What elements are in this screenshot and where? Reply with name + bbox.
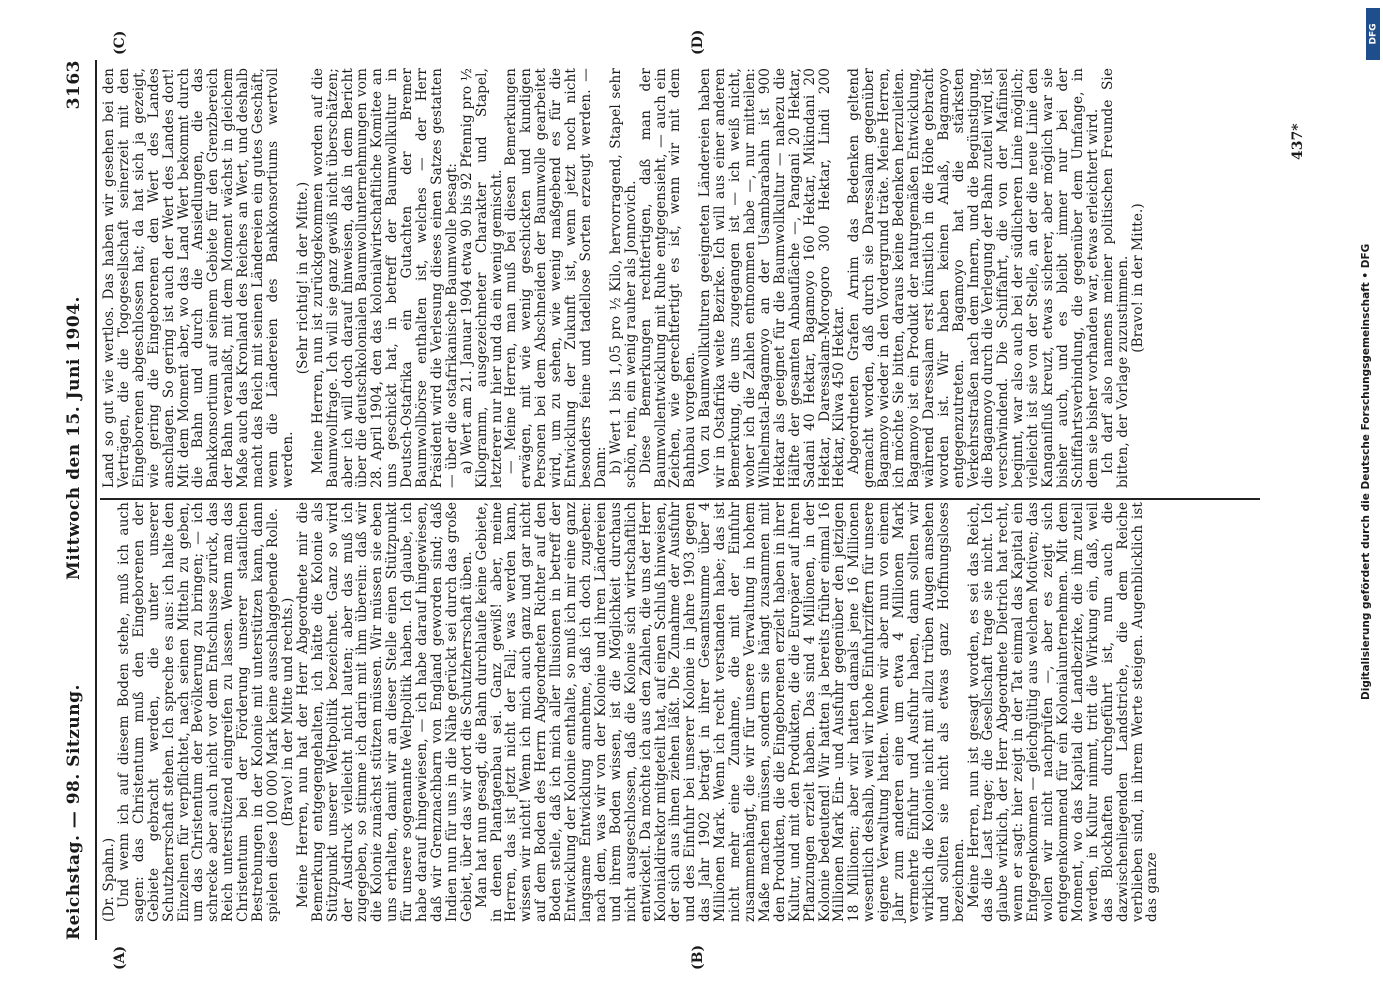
page-number: 3163 — [64, 60, 84, 110]
margin-mark-a: (A) — [112, 945, 128, 970]
column-divider — [100, 498, 1260, 500]
paragraph: Diese Bemerkungen rechtfertigen, daß man der Baumwollentwicklung mit Ruhe entgegensieht, — auch ein Zeichen, wie gerechtfertigt es ist, wenn wir mit dem Bahnbau vorgehen. — [637, 68, 699, 488]
dfg-logo: DFG — [1366, 8, 1380, 60]
paragraph: (Sehr richtig! in der Mitte.) — [294, 181, 311, 375]
paragraph: b) Wert 1 bis 1,05 pro ½ Kilo, hervorragend, Stapel sehr schön, rein, ein wenig rauher als Jonnovich. — [607, 68, 639, 488]
paragraph: a) Wert am 21. Januar 1904 etwa 90 bis 92 Pfennig pro ½ Kilogramm, ausgezeichneter Charakter und Stapel, letzterer nur hier und da ein wenig gemischt. — [458, 68, 505, 488]
dfg-caption: Digitalisierung gefördert durch die Deutsche Forschungsgemeinschaft • DFG — [1360, 243, 1372, 700]
paragraph: (Bravo! in der Mitte und rechts.) — [279, 597, 296, 827]
paragraph: Und wenn ich auf diesem Boden stehe, muß ich auch sagen: das Christentum muß den Eingeborenen der Gebiete gebracht werden, die unter unserer Schutzherrschaft stehen. Ich spreche es aus: ich halte den Einzelnen für verpflichtet, nach seinen Mitteln zu geben, um das Christentum der Bevölkerung zu bringen; — ich schrecke aber auch nicht vor dem Entschlusse zurück, das Reich unterstützend eingreifen zu lassen. Wenn man das Christentum bei der Förderung unserer staatlichen Bestrebungen in der Kolonie mit unterstützen kann, dann spielen diese 100 000 Mark keine ausschlaggebende Rolle. — [115, 502, 281, 922]
paragraph: Meine Herren, nun hat der Herr Abgeordnete mir die Bemerkung entgegengehalten, ich hätte die Kolonie als Stützpunkt unserer Weltpolitik bezeichnet. Ganz so wird der Ausdruck vielleicht nicht lauten; aber das muß ich zugegeben, so stimme ich darin mit ihm überein: daß wir die Kolonie zunächst stützen müssen. Wir müssen sie eben uns erhalten, damit wir an dieser Stelle einen Stützpunkt für unsere sogenannte Weltpolitik haben. Ich glaube, ich habe darauf hingewiesen, — ich habe darauf hingewiesen, daß wir Grenznachbarn von England geworden sind; daß Indien nun für uns in die Nähe gerückt sei durch das große Gebiet, über das wir dort die Schutzherrschaft üben. — [294, 502, 475, 922]
paragraph: Man hat nun gesagt, die Bahn durchlaufe keine Gebiete, in denen Plantagenbau sei. Ganz gewiß! aber, meine Herren, das ist jetzt nicht der Fall; was werden kann, wissen wir nicht! Wenn ich mich auch ganz und gar nicht auf dem Boden des Herrn Abgeordneten Richter auf den Boden stelle, daß ich mich aller Illusionen in betreff der Entwicklung der Kolonie enthalte, so muß ich mir eine ganz langsame Entwicklung annehme, daß ich doch zugeben: nach dem, was wir von der Kolonie und ihren Ländereien und ihrem Boden wissen, ist die Möglichkeit durchaus nicht ausgeschlossen, daß die Kolonie sich wirtschaftlich entwickelt. Da möchte ich aus den Zahlen, die uns der Herr Kolonialdirektor mitgeteilt hat, auf einen Schluß hinweisen, der sich aus ihnen ziehen läßt. Die Zunahme der Ausfuhr und des Einfuhr bei unserer Kolonie in Jahre 1903 gegen das Jahr 1902 beträgt in ihrer Gesamtsumme über 4 Millionen Mark. Wenn ich recht verstanden habe; das ist nicht mehr eine Zunahme, die mit der Einfuhr zusammenhängt, die wir für unsere Verwaltung in hohem Maße machen müssen, sondern sie hängt zusammen mit den Produkten, die die Eingeborenen erzielt haben in ihrer Kultur, und mit den Produkten, die die Europäer auf ihren Pflanzungen erzielt haben. Das sind 4 Millionen, in der Kolonie bedeutend! Wir hatten ja bereits früher einmal 16 Millionen Mark Ein- und Ausfuhr gegenüber den jetzigen 18 Millionen; aber wir hatten damals jene 16 Millionen wesentlich deshalb, weil wir hohe Einfuhrziffern für unsere eigene Verwaltung hatten. Wenn wir aber nun von einem Jahr zum anderen eine um etwa 4 Millionen Mark vermehrte Einfuhr und Ausfuhr haben, dann sollten wir wirklich die Kolonie nicht mit allzu trüben Augen ansehen und sollten sie nicht als etwas ganz Hoffnungsloses bezeichnen. — [473, 502, 967, 922]
paragraph: (Dr. Spahn.) — [101, 837, 117, 922]
paragraph: Ich darf also namens meiner politischen Freunde Sie bitten, der Vorlage zuzustimmen. — [1099, 68, 1131, 488]
paragraph: Meine Herren, nun ist zurückgekommen worden auf die Baumwollfrage. Ich will sie ganz gewiß nicht überschätzen; aber ich will doch darauf hinweisen, daß in dem Bericht über die deutschkolonialen Baumwollunternehmungen vom 28. April 1904, den das kolonialwirtschaftliche Komitee an uns geschickt hat, in betreff der Baumwollkultur in Deutsch-Ostafrika ein Gutachten der Bremer Baumwollbörse enthalten ist, welches — der Herr Präsident wird die Verlesung dieses einen Satzes gestatten — über die ostafrikanische Baumwolle besagt: — [309, 68, 460, 488]
paragraph: — Meine Herren, man muß bei diesen Bemerkungen erwägen, mit wie wenig geschickten und kundigen Personen bei dem Abschneiden der Baumwolle gearbeitet wird, um zu sehen, wie wenig maßgebend es für die Entwicklung der Zukunft ist, wenn jetzt noch nicht besonders feine und tadellose Sorten erzeugt werden. — Dann: — [503, 68, 609, 488]
margin-mark-b: (B) — [690, 944, 706, 970]
right-text-column — [102, 68, 1145, 488]
paragraph: (Bravo! in der Mitte.) — [1129, 203, 1146, 353]
header-session: Reichstag. — 98. Sitzung. — [64, 684, 84, 940]
paragraph: Meine Herren, nun ist gesagt worden, es sei das Reich, das die Last trage; die Gesellschaft trage sie nicht. Ich glaube wirklich, der Herr Abgeordnete Dietrich hat recht, wenn er sagt: hier zeigt in der Tat einmal das Kapital ein Entgegenkommen — gleichgültig aus welchen Motiven; das wollen wir nicht nachprüfen —, aber es zeigt sich entgegenkommend für ein Kolonialunternehmen. Mit dem Moment, wo das Kapital die Landbezirke, die ihm zuteil werden, in Kultur nimmt, tritt die Wirkung ein, daß, weil das Blockhaften durchgeführt ist, nun auch die dazwischenliegenden Landstriche, die dem Reiche verblieben sind, in ihrem Werte steigen. Augenblicklich ist das ganze — [965, 502, 1161, 922]
margin-mark-d: (D) — [690, 29, 706, 55]
paragraph: Abgeordneten Grafen Arnim das Bedenken geltend gemacht worden, daß durch sie Daressalam gegenüber Bagamoyo wieder in den Vordergrund träte. Meine Herren, ich möchte Sie bitten, daraus keine Bedenken herzuleiten. Bagamoyo ist ein Produkt der naturgemäßen Entwicklung, während Daressalam erst künstlich in die Höhe gebracht worden ist. Wir haben keinen Anlaß, Bagamoyo entgegenzutreten. Bagamoyo hat die stärksten Verkehrsstraßen nach dem Innern, und die Begünstigung, die Bagamoyo durch die Verlegung der Bahn zuteil wird, ist verschwindend. Die Schiffahrt, die von der Mafiinsel beginnt, war also auch bei der südlicheren Linie möglich; vielleicht ist sie von der Stelle, an der die neue Linie den Kanganifluß kreuzt, etwas sicherer, aber möglich war sie bisher auch, und es bleibt immer nur bei der Schiffahrtsverbindung, die gegenüber dem Umfange, in dem sie bisher vorhanden war, etwas erleichtert wird. — [846, 68, 1101, 488]
header-rule — [95, 60, 97, 940]
header-date: Mittwoch den 15. Juni 1904. — [64, 296, 84, 580]
page-header — [64, 60, 94, 940]
sheet-signature: 437* — [1290, 123, 1306, 160]
left-text-column — [102, 502, 1160, 922]
paragraph: Von zu Baumwollkulturen geeigneten Ländereien haben wir in Ostafrika weite Bezirke. Ich will aus einer anderen Bemerkung, die uns zugegangen ist — ich weiß nicht, woher ich die Zahlen entnommen habe —, nur mitteilen: Wilhelmstal-Bagamoyo an der Usambarabahn ist 900 Hektar als geeignet für die Baumwollkultur — nahezu die Hälfte der gesamten Anbaufläche —, Pangani 20 Hektar, Sadani 40 Hektar, Bagamoyo 160 Hektar, Mikindani 20 Hektar, Daressalam-Morogoro 300 Hektar, Lindi 200 Hektar, Kilwa 450 Hektar. — [697, 68, 848, 488]
margin-mark-c: (C) — [112, 30, 128, 55]
paragraph: Land so gut wie wertlos. Das haben wir gesehen bei den Verträgen, die die Togogesellschaft seinerzeit mit den Eingeborenen abgeschlossen hat; da hat sich ja gezeigt, wie gering die Eingeborenen den Wert des Landes anschlagen. So gering ist auch der Wert des Landes dort! Mit dem Moment aber, wo das Land Wert bekommt durch die Bahn und durch die Ansiedlungen, die das Bankkonsortium auf seinem Gebiete für den Grenzbereich der Bahn veranlaßt, mit dem Moment wächst in gleichem Maße auch das Kronland des Reiches an Wert, und deshalb macht das Reich mit seinen Ländereien ein gutes Geschäft, wenn die Ländereien des Bankkonsortiums wertvoll werden. — [101, 68, 296, 488]
